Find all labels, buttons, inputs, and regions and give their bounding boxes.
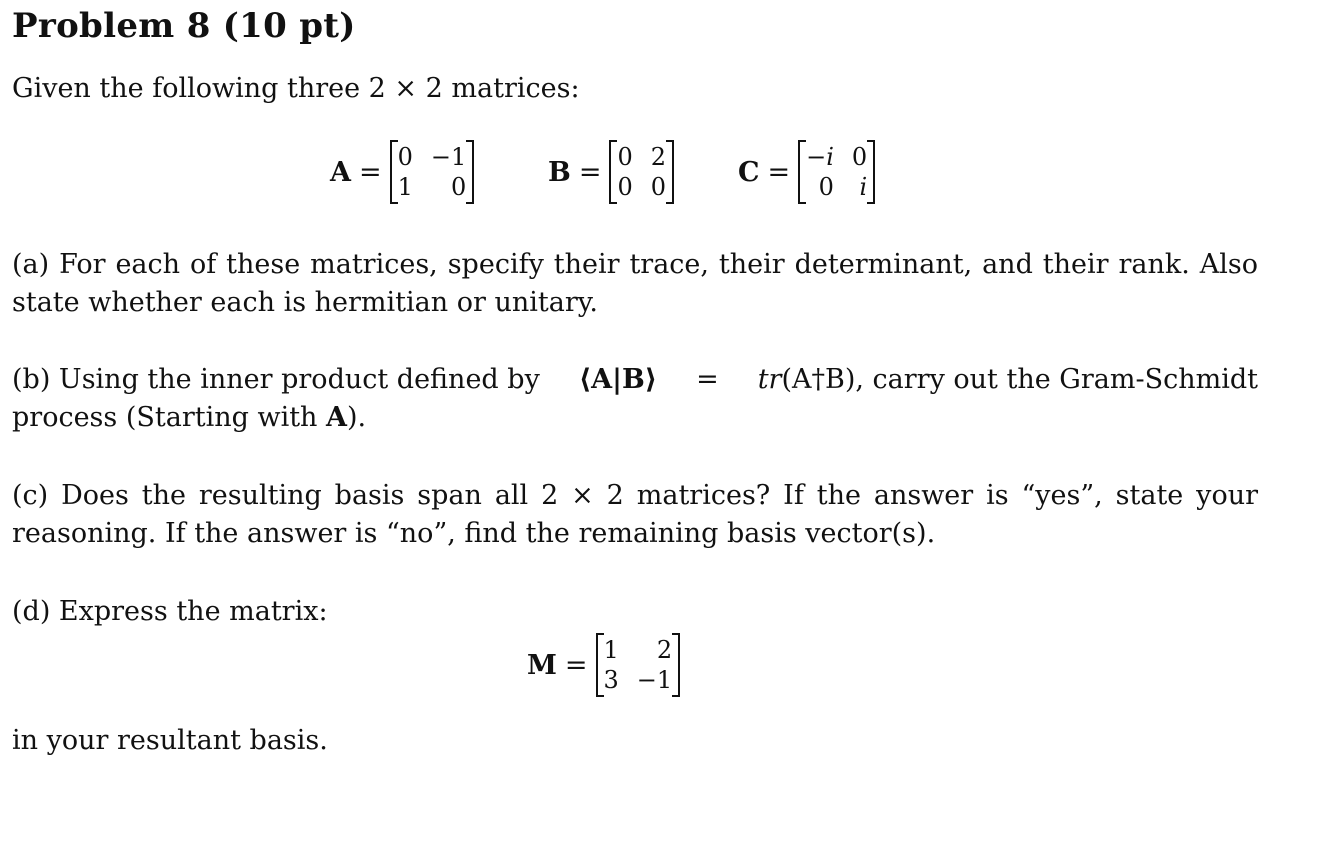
- matrix-b-cell: 0: [617, 173, 633, 201]
- matrix-c-cell: −i: [806, 143, 834, 171]
- matrix-a: [390, 140, 475, 204]
- matrix-a-cell: −1: [430, 143, 467, 171]
- matrix-b-cell: 0: [617, 143, 633, 171]
- matrix-a-block: [330, 140, 474, 204]
- matrix-c-cell: i: [859, 173, 868, 201]
- matrix-a-label: A: [330, 156, 351, 188]
- matrix-b: [609, 140, 674, 204]
- matrix-c-label: C: [738, 156, 760, 188]
- matrix-m-cell: 3: [603, 666, 619, 694]
- part-b-equals: =: [696, 364, 719, 395]
- matrix-m-label: M: [527, 649, 557, 681]
- matrix-b-equals: =: [578, 156, 602, 188]
- matrix-m-equals: =: [564, 649, 588, 681]
- intro-text: Given the following three 2 × 2 matrices:: [12, 73, 580, 104]
- part-b-line-2-suffix: ).: [347, 402, 367, 433]
- part-a-line-1: (a) For each of these matrices, specify their trace, their determinant, and their rank. Also: [12, 249, 1258, 280]
- matrix-m-block: [527, 633, 680, 697]
- matrix-a-cell: 0: [450, 173, 467, 201]
- part-b-prefix: (b) Using the inner product defined by: [12, 364, 540, 395]
- matrix-a-cell: 0: [397, 143, 413, 171]
- part-a: [12, 246, 1258, 322]
- part-a-line-2: state whether each is hermitian or unitary.: [12, 287, 598, 318]
- part-b-line-2-bold: A: [326, 402, 347, 433]
- part-d-line-1: (d) Express the matrix:: [12, 596, 328, 627]
- matrix-c-cell: 0: [851, 143, 868, 171]
- matrix-c-block: [738, 140, 875, 204]
- part-c-line-2: reasoning. If the answer is “no”, find the remaining basis vector(s).: [12, 518, 936, 549]
- part-b-rhs: (A†B), carry out the Gram-Schmidt: [781, 364, 1258, 395]
- matrix-a-cell: 1: [397, 173, 413, 201]
- matrix-b-block: [548, 140, 674, 204]
- problem-title: Problem 8 (10 pt): [12, 6, 356, 46]
- matrix-c-cell: 0: [818, 173, 834, 201]
- matrix-m: [596, 633, 681, 697]
- matrix-m-cell: 2: [656, 636, 673, 664]
- part-b: [12, 361, 1258, 437]
- matrix-c-equals: =: [767, 156, 791, 188]
- part-b-line-1: [12, 361, 1258, 399]
- trace-symbol: tr: [757, 364, 782, 395]
- part-c-line-1: (c) Does the resulting basis span all 2 × 2 matrices? If the answer is “yes”, state your: [12, 480, 1258, 511]
- part-b-line-2: [12, 399, 1258, 437]
- matrix-m-cell: −1: [636, 666, 673, 694]
- part-d-line-2: in your resultant basis.: [12, 725, 328, 756]
- matrix-b-cell: 2: [650, 143, 667, 171]
- part-c: [12, 477, 1258, 553]
- matrix-b-label: B: [548, 156, 571, 188]
- part-b-line-2-prefix: process (Starting with: [12, 402, 318, 433]
- inner-product-notation: ⟨A|B⟩: [578, 364, 658, 395]
- matrix-a-equals: =: [358, 156, 382, 188]
- matrix-b-cell: 0: [650, 173, 667, 201]
- matrix-c: [798, 140, 875, 204]
- matrix-m-cell: 1: [603, 636, 619, 664]
